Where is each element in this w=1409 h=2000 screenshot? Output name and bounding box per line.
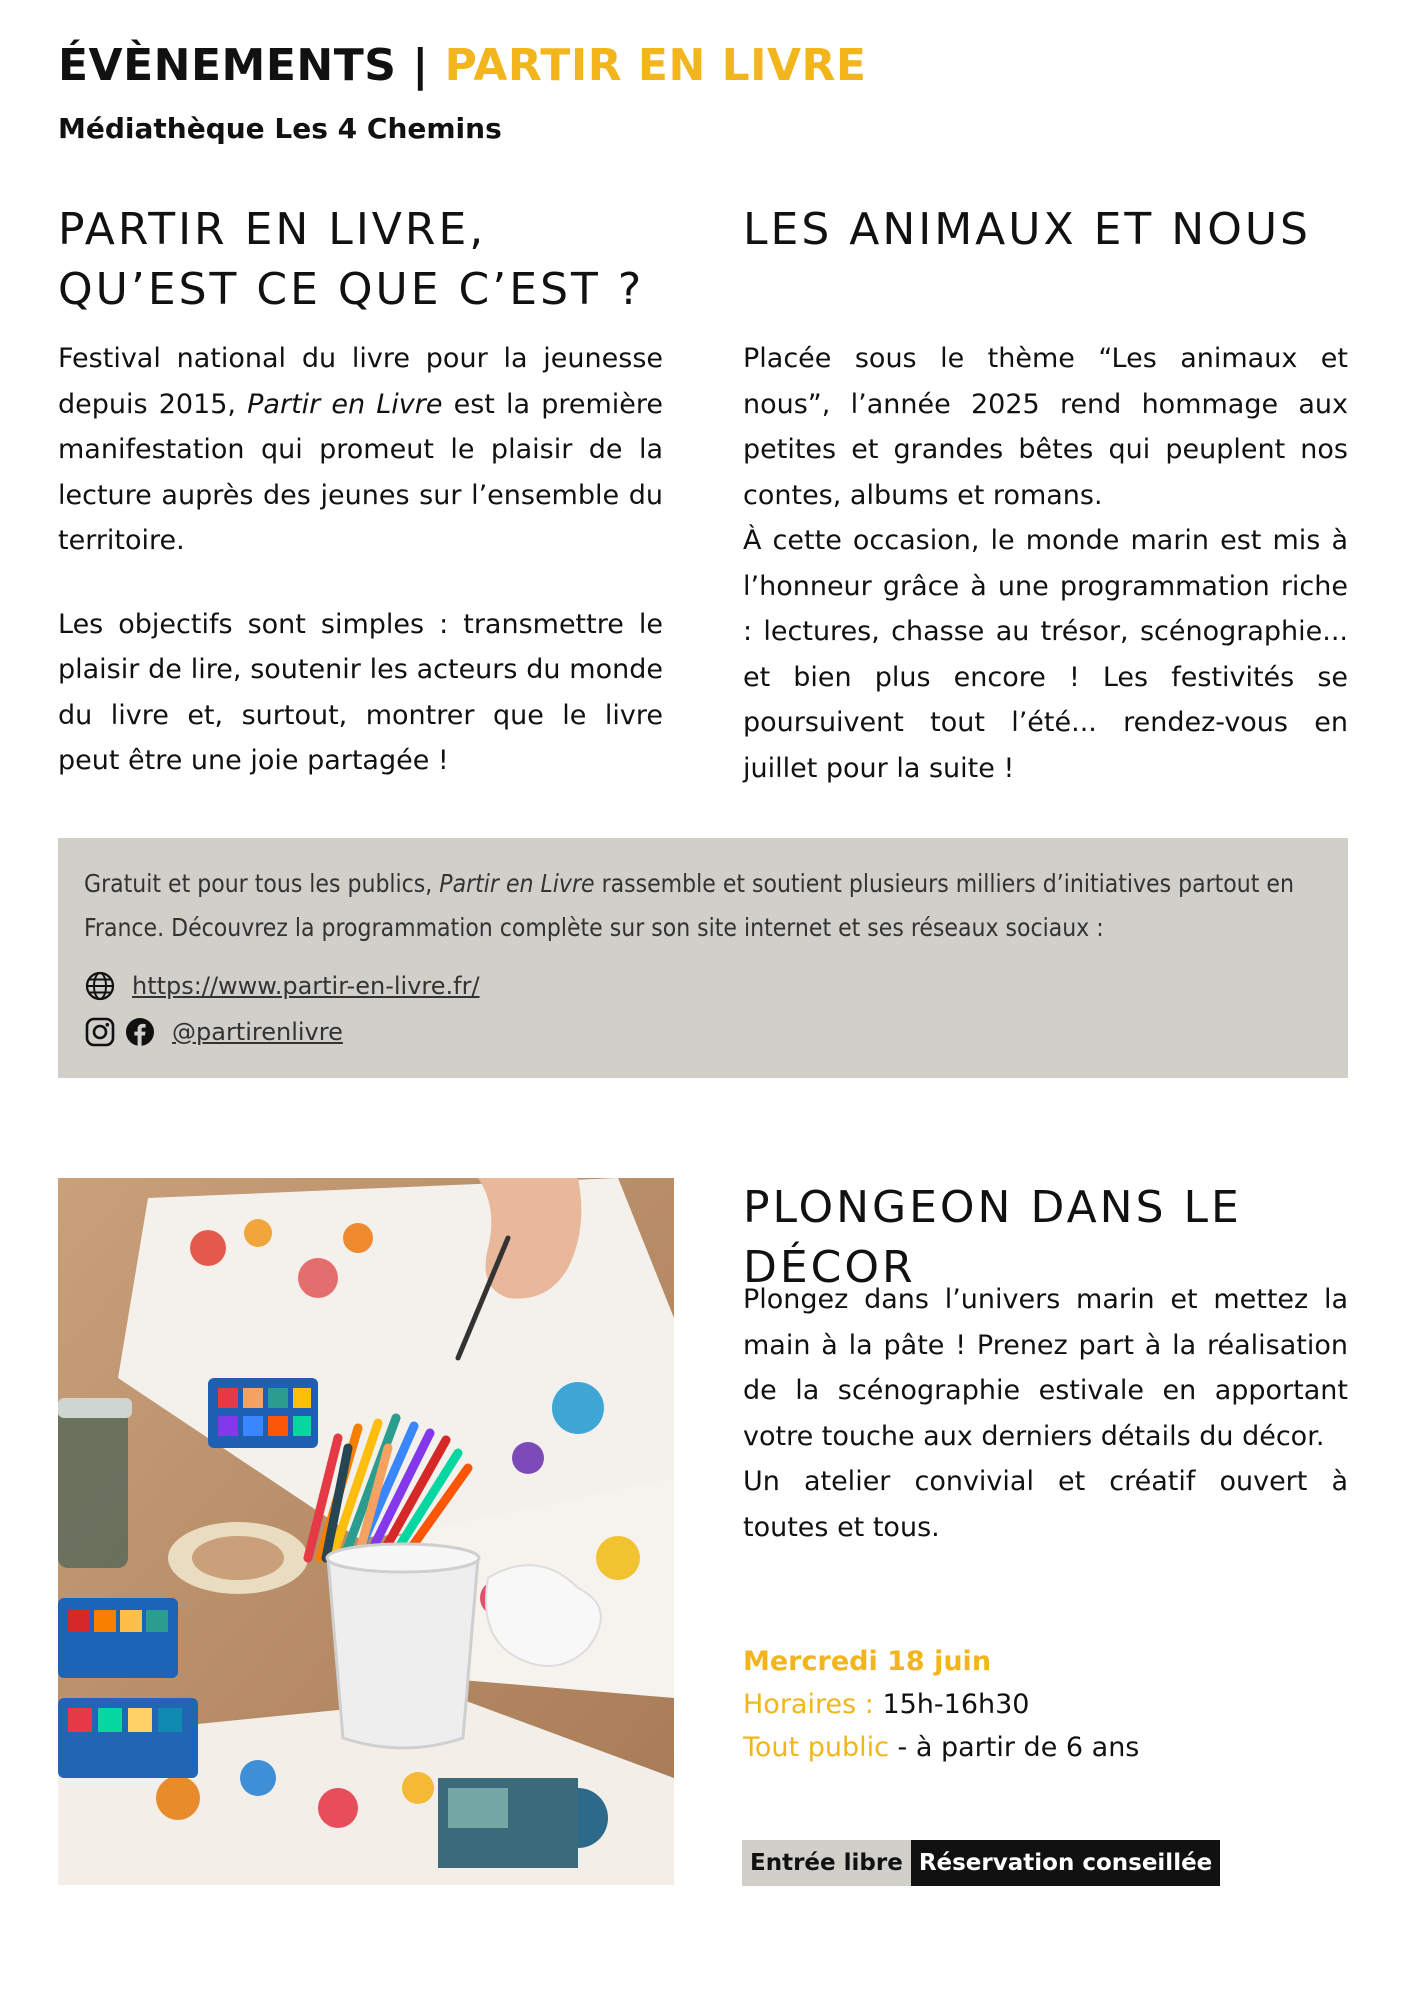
event-info [743, 1640, 1139, 1769]
section-what-text [58, 336, 663, 784]
heading-animals: LES ANIMAUX ET NOUS [743, 204, 1311, 255]
social-handle-link[interactable]: @partirenlivre [172, 1018, 343, 1046]
facebook-icon[interactable] [124, 1016, 156, 1048]
event-hours [743, 1683, 1139, 1726]
page-subtitle: Médiathèque Les 4 Chemins [58, 112, 502, 145]
section-what-paragraph-1: Festival national du livre pour la jeunesse depuis 2015, Partir en Livre est la première manifestation qui promeut le plaisir de la lecture auprès des jeunes sur l’ensemble du territoire. [58, 343, 663, 556]
tag-free-entry: Entrée libre [742, 1840, 911, 1886]
section-dive-paragraph-1: Plongez dans l’univers marin et mettez la main à la pâte ! Prenez part à la réalisation de la scénographie estivale en apportant votre touche aux derniers détails du décor. [743, 1284, 1348, 1452]
website-row [84, 970, 480, 1002]
event-audience [743, 1726, 1139, 1769]
info-box [58, 838, 1348, 1078]
section-dive-text [743, 1277, 1348, 1550]
instagram-icon[interactable] [84, 1016, 116, 1048]
page-title-accent: PARTIR EN LIVRE [444, 40, 867, 91]
heading-dive: PLONGEON DANS LE DÉCOR [743, 1182, 1242, 1293]
section-animals-text [743, 336, 1348, 791]
workshop-photo-illustration [58, 1178, 674, 1885]
event-audience-value: - à partir de 6 ans [897, 1732, 1140, 1763]
info-box-text: Gratuit et pour tous les publics, Partir en Livre rassemble et soutient plusieurs milliers d’initiatives partout en France. Découvrez la programmation complète sur son site internet et ses réseaux sociaux : [84, 869, 1294, 942]
page-title-main: ÉVÈNEMENTS | [58, 40, 429, 91]
event-audience-label: Tout public [743, 1732, 889, 1763]
event-date: Mercredi 18 juin [743, 1646, 992, 1677]
event-hours-label: Horaires : [743, 1689, 874, 1720]
workshop-photo [58, 1178, 674, 1885]
page-title [58, 40, 867, 91]
section-dive-paragraph-2: Un atelier convivial et créatif ouvert à toutes et tous. [743, 1466, 1348, 1543]
section-what-paragraph-2: Les objectifs sont simples : transmettre le plaisir de lire, soutenir les acteurs du monde du livre et, surtout, montrer que le livre peut être une joie partagée ! [58, 608, 663, 776]
section-animals-paragraph-1: Placée sous le thème “Les animaux et nous”, l’année 2025 rend hommage aux petites et grandes bêtes qui peuplent nos contes, albums et romans. [743, 343, 1348, 511]
event-tags [742, 1840, 1220, 1886]
globe-icon [84, 970, 116, 1002]
social-row [84, 1016, 343, 1048]
event-hours-value: 15h-16h30 [882, 1689, 1030, 1720]
section-animals-paragraph-2: À cette occasion, le monde marin est mis à l’honneur grâce à une programmation riche : lectures, chasse au trésor, scénographie... et bien plus encore ! Les festivités se poursuivent tout l’été... rendez-vous en juillet pour la suite ! [743, 525, 1348, 784]
tag-booking-advised: Réservation conseillée [911, 1840, 1220, 1886]
heading-what-is: PARTIR EN LIVRE, QU’EST CE QUE C’EST ? [58, 204, 645, 315]
website-link[interactable]: https://www.partir-en-livre.fr/ [132, 972, 480, 1000]
